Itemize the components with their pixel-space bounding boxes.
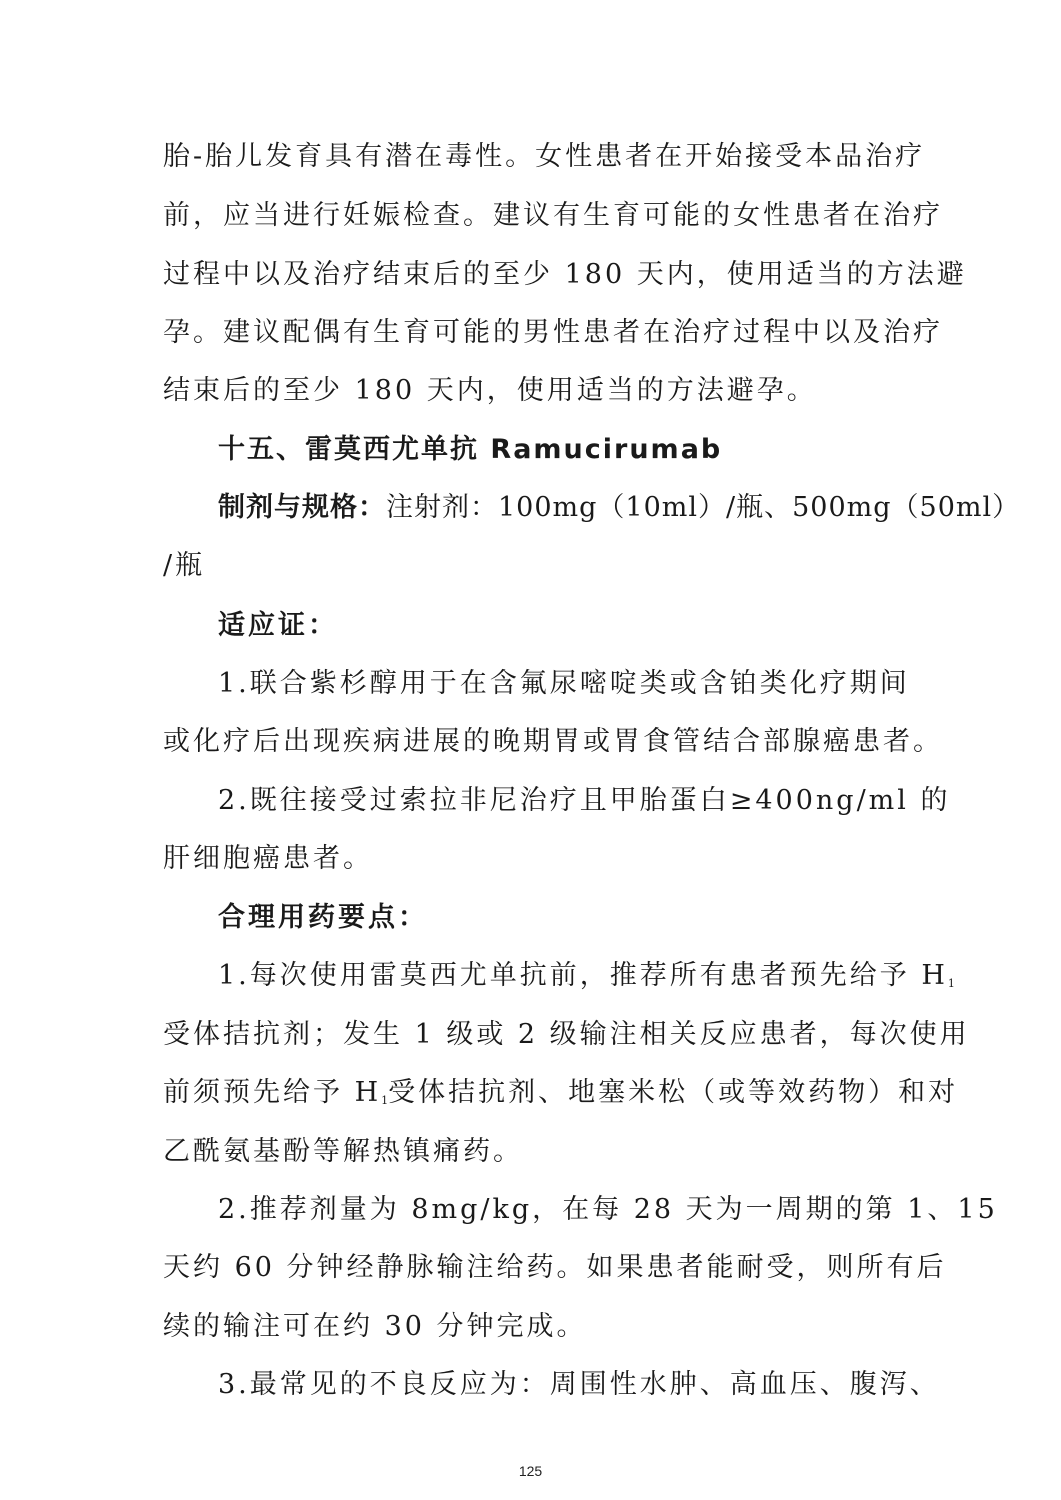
indication-2-line: 肝细胞癌患者。 — [163, 843, 373, 874]
spec-continuation: /瓶 — [163, 550, 206, 581]
point-1-line: 受体拮抗剂；发生 1 级或 2 级输注相关反应患者，每次使用 — [163, 1019, 970, 1050]
point-1-text: 1.每次使用雷莫西尤单抗前，推荐所有患者预先给予 H — [218, 960, 948, 991]
points-label: 合理用药要点： — [218, 902, 428, 933]
paragraph-line: 胎-胎儿发育具有潜在毒性。女性患者在开始接受本品治疗 — [163, 141, 926, 172]
subscript: 1 — [947, 977, 955, 990]
point-1-text: 受体拮抗剂、地塞米松（或等效药物）和对 — [388, 1077, 959, 1108]
spec-line — [218, 494, 1020, 521]
paragraph-line: 过程中以及治疗结束后的至少 180 天内，使用适当的方法避 — [163, 259, 967, 290]
point-1-line — [163, 1079, 958, 1106]
subscript: 1 — [381, 1094, 389, 1107]
paragraph-line: 前，应当进行妊娠检查。建议有生育可能的女性患者在治疗 — [163, 200, 943, 231]
spec-label: 制剂与规格： — [218, 492, 386, 523]
point-1-text: 前须预先给予 H — [163, 1077, 382, 1108]
indication-2-line: 2.既往接受过索拉非尼治疗且甲胎蛋白≥400ng/ml 的 — [218, 785, 951, 816]
point-3-line: 3.最常见的不良反应为：周围性水肿、高血压、腹泻、 — [218, 1369, 940, 1400]
indication-label: 适应证： — [218, 610, 338, 641]
point-2-line: 续的输注可在约 30 分钟完成。 — [163, 1311, 587, 1342]
spec-text: 注射剂：100mg（10ml）/瓶、500mg（50ml） — [386, 492, 1021, 523]
indication-1-line: 或化疗后出现疾病进展的晚期胃或胃食管结合部腺癌患者。 — [163, 726, 943, 757]
point-1-line — [218, 962, 955, 989]
paragraph-line: 孕。建议配偶有生育可能的男性患者在治疗过程中以及治疗 — [163, 317, 943, 348]
point-1-line: 乙酰氨基酚等解热镇痛药。 — [163, 1136, 523, 1167]
indication-1-line: 1.联合紫杉醇用于在含氟尿嘧啶类或含铂类化疗期间 — [218, 668, 910, 699]
paragraph-line: 结束后的至少 180 天内，使用适当的方法避孕。 — [163, 375, 817, 406]
point-2-line: 天约 60 分钟经静脉输注给药。如果患者能耐受，则所有后 — [163, 1252, 947, 1283]
section-heading: 十五、雷莫西尤单抗 Ramucirumab — [218, 434, 723, 465]
point-2-line: 2.推荐剂量为 8mg/kg，在每 28 天为一周期的第 1、15 — [218, 1194, 998, 1225]
page-number: 125 — [518, 1463, 543, 1479]
